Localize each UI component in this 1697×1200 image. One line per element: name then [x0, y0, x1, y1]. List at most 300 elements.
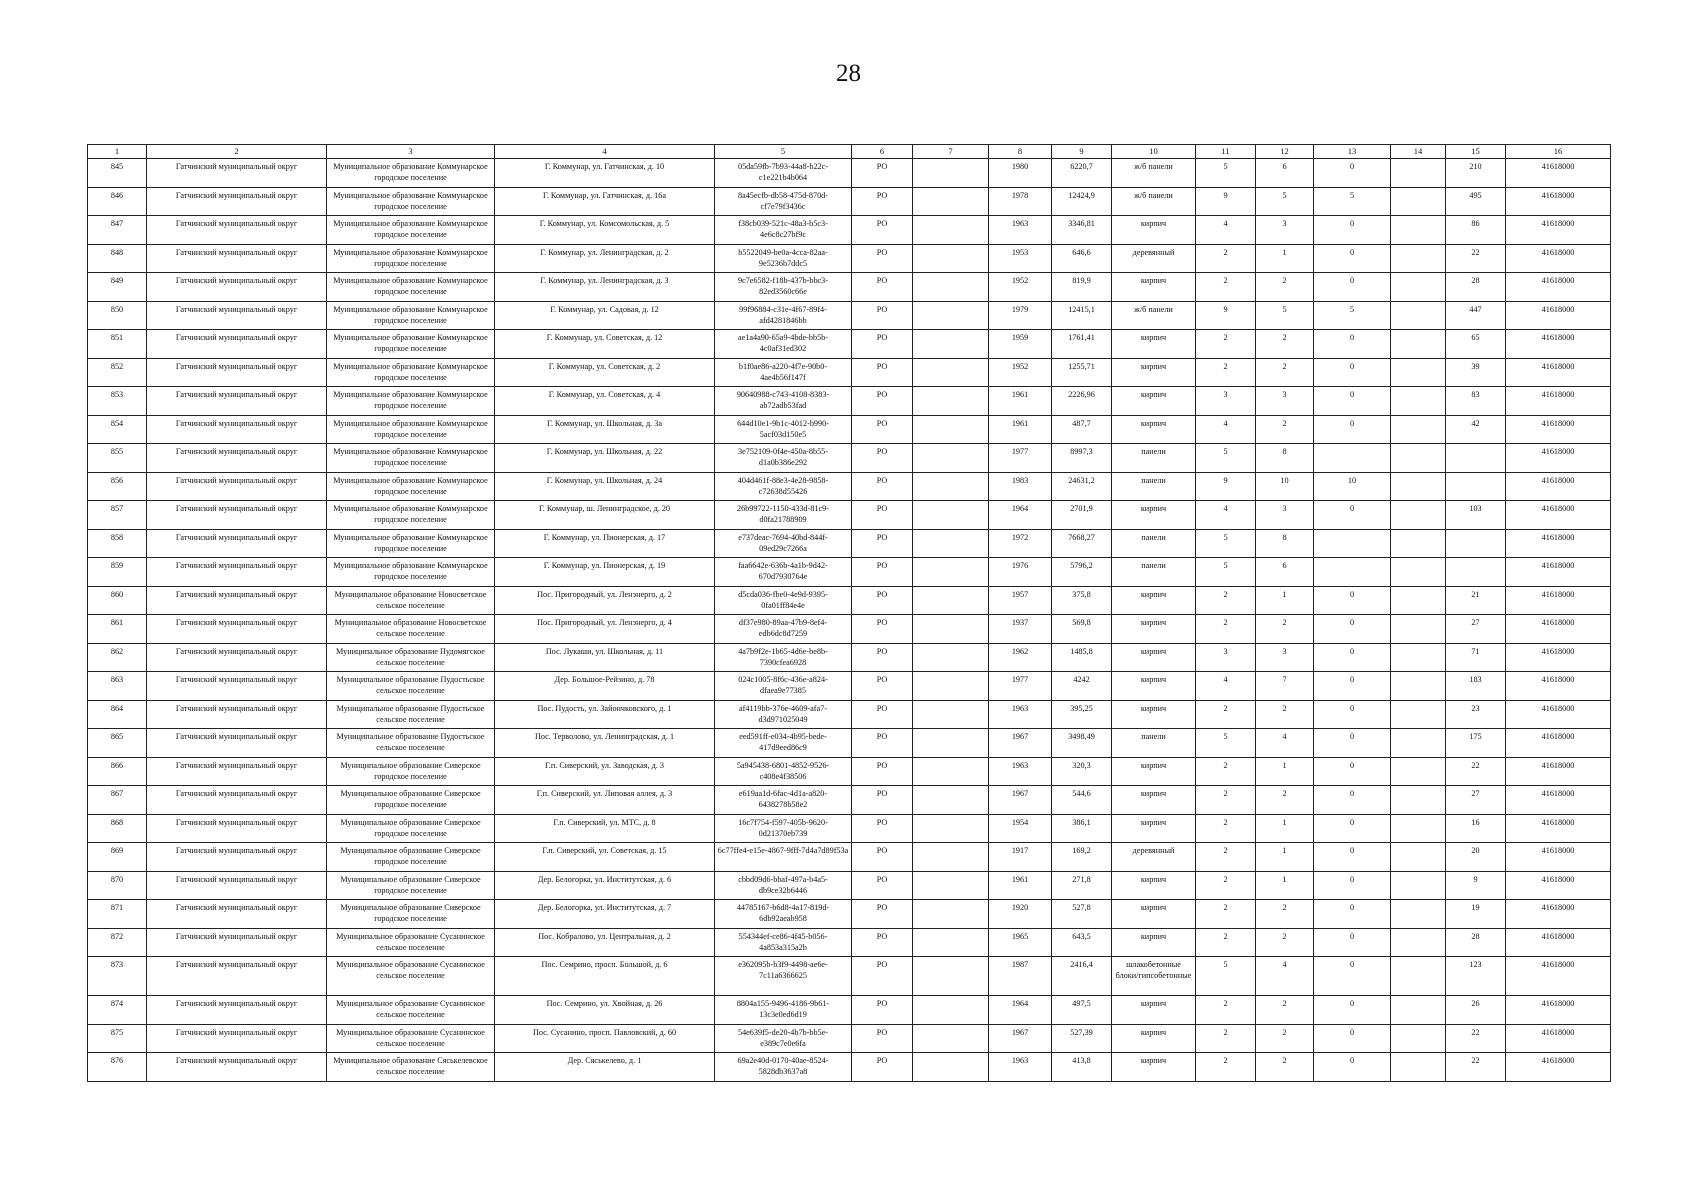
- table-cell: Муниципальное образование Коммунарское городское поселение: [327, 501, 495, 530]
- table-cell: 863: [88, 672, 147, 701]
- table-cell: Дер. Белогорка, ул. Институтская, д. 7: [495, 900, 715, 929]
- table-cell: 2: [1196, 814, 1256, 843]
- table-cell: кирпич: [1112, 814, 1196, 843]
- table-cell: Гатчинский муниципальный округ: [147, 871, 327, 900]
- table-cell: 0: [1314, 216, 1391, 245]
- table-row: [88, 159, 1611, 188]
- table-cell: [913, 814, 989, 843]
- table-cell: [913, 643, 989, 672]
- column-header: 12: [1256, 145, 1314, 159]
- table-cell: 1953: [989, 244, 1052, 273]
- table-cell: [1391, 996, 1446, 1025]
- table-cell: 41618000: [1506, 729, 1611, 758]
- header-row: [88, 145, 1611, 159]
- table-cell: РО: [852, 387, 913, 416]
- table-cell: Муниципальное образование Сусанинское сельское поселение: [327, 957, 495, 996]
- table-cell: 0: [1314, 996, 1391, 1025]
- table-cell: 2: [1196, 757, 1256, 786]
- table-cell: кирпич: [1112, 1024, 1196, 1053]
- table-cell: [913, 700, 989, 729]
- table-cell: 320,3: [1052, 757, 1112, 786]
- table-cell: 854: [88, 415, 147, 444]
- table-cell: 0: [1314, 900, 1391, 929]
- table-cell: 27: [1446, 615, 1506, 644]
- table-cell: Гатчинский муниципальный округ: [147, 615, 327, 644]
- table-cell: [1391, 444, 1446, 473]
- table-cell: Гатчинский муниципальный округ: [147, 1053, 327, 1082]
- table-cell: 90640988-c743-4108-8383-ab72adb53fad: [715, 387, 852, 416]
- table-cell: Муниципальное образование Новосветское сельское поселение: [327, 586, 495, 615]
- table-cell: 1963: [989, 700, 1052, 729]
- table-cell: [1391, 729, 1446, 758]
- table-cell: [1391, 814, 1446, 843]
- table-cell: 41618000: [1506, 273, 1611, 302]
- table-cell: 0: [1314, 672, 1391, 701]
- table-cell: 0: [1314, 358, 1391, 387]
- table-cell: [1391, 387, 1446, 416]
- table-cell: 8804a155-9496-4186-9b61-13c3e0ed6d19: [715, 996, 852, 1025]
- table-cell: 3498,49: [1052, 729, 1112, 758]
- column-header: 7: [913, 145, 989, 159]
- table-cell: 1959: [989, 330, 1052, 359]
- table-cell: 169,2: [1052, 843, 1112, 872]
- table-cell: 569,8: [1052, 615, 1112, 644]
- table-cell: кирпич: [1112, 358, 1196, 387]
- table-cell: [913, 843, 989, 872]
- table-cell: [1391, 330, 1446, 359]
- table-cell: [1391, 700, 1446, 729]
- table-cell: Г. Коммунар, ул. Советская, д. 2: [495, 358, 715, 387]
- table-cell: faa6642e-636b-4a1b-9d42-670d7930764e: [715, 558, 852, 587]
- table-cell: 5: [1196, 558, 1256, 587]
- table-cell: df37e980-89aa-47b9-8ef4-edb6dc8d7259: [715, 615, 852, 644]
- table-cell: 2701,9: [1052, 501, 1112, 530]
- table-cell: 2: [1196, 586, 1256, 615]
- table-cell: Гатчинский муниципальный округ: [147, 358, 327, 387]
- table-cell: РО: [852, 1053, 913, 1082]
- table-cell: [913, 387, 989, 416]
- table-cell: 1961: [989, 387, 1052, 416]
- table-cell: деревянный: [1112, 244, 1196, 273]
- table-cell: 28: [1446, 928, 1506, 957]
- table-cell: РО: [852, 957, 913, 996]
- table-cell: 1980: [989, 159, 1052, 188]
- table-cell: 2: [1196, 700, 1256, 729]
- table-cell: 1255,71: [1052, 358, 1112, 387]
- table-cell: 2: [1256, 996, 1314, 1025]
- table-cell: Гатчинский муниципальный округ: [147, 529, 327, 558]
- table-cell: [913, 501, 989, 530]
- table-cell: 0: [1314, 501, 1391, 530]
- column-header: 16: [1506, 145, 1611, 159]
- table-cell: 1: [1256, 843, 1314, 872]
- table-row: [88, 586, 1611, 615]
- table-cell: 41618000: [1506, 387, 1611, 416]
- table-cell: 0: [1314, 957, 1391, 996]
- table-cell: 1964: [989, 996, 1052, 1025]
- table-cell: 41618000: [1506, 928, 1611, 957]
- table-cell: Пос. Терволово, ул. Ленинградская, д. 1: [495, 729, 715, 758]
- table-cell: Гатчинский муниципальный округ: [147, 472, 327, 501]
- table-cell: 847: [88, 216, 147, 245]
- table-cell: [913, 273, 989, 302]
- table-cell: 9: [1196, 472, 1256, 501]
- table-cell: 1976: [989, 558, 1052, 587]
- table-cell: [1391, 301, 1446, 330]
- table-cell: [1391, 757, 1446, 786]
- table-cell: 2: [1256, 415, 1314, 444]
- table-cell: Муниципальное образование Коммунарское городское поселение: [327, 273, 495, 302]
- table-cell: кирпич: [1112, 928, 1196, 957]
- table-cell: Г. Коммунар, ул. Школьная, д. 22: [495, 444, 715, 473]
- table-cell: 859: [88, 558, 147, 587]
- table-cell: РО: [852, 757, 913, 786]
- table-cell: [913, 928, 989, 957]
- table-cell: 5: [1196, 729, 1256, 758]
- table-cell: 7: [1256, 672, 1314, 701]
- table-cell: 3346,81: [1052, 216, 1112, 245]
- table-cell: [1391, 643, 1446, 672]
- table-cell: 861: [88, 615, 147, 644]
- table-cell: 9: [1196, 301, 1256, 330]
- table-cell: 0: [1314, 757, 1391, 786]
- table-cell: Муниципальное образование Коммунарское городское поселение: [327, 216, 495, 245]
- table-cell: Пос. Семрино, ул. Хвойная, д. 26: [495, 996, 715, 1025]
- table-cell: 5: [1196, 159, 1256, 188]
- table-cell: Гатчинский муниципальный округ: [147, 159, 327, 188]
- table-cell: 0: [1314, 843, 1391, 872]
- table-cell: 875: [88, 1024, 147, 1053]
- table-cell: 4: [1256, 957, 1314, 996]
- table-cell: cbbd09d6-bbaf-497a-b4a5-db9ce32b6446: [715, 871, 852, 900]
- table-cell: 5: [1196, 444, 1256, 473]
- table-cell: Дер. Большое-Рейзино, д. 78: [495, 672, 715, 701]
- register-table-container: [87, 144, 1610, 1082]
- table-row: [88, 928, 1611, 957]
- table-cell: 865: [88, 729, 147, 758]
- table-cell: Гатчинский муниципальный округ: [147, 843, 327, 872]
- table-cell: 3: [1256, 216, 1314, 245]
- table-cell: Муниципальное образование Коммунарское городское поселение: [327, 358, 495, 387]
- column-header: 14: [1391, 145, 1446, 159]
- column-header: 3: [327, 145, 495, 159]
- table-cell: e619aa1d-6fac-4d1a-a820-6438278b58e2: [715, 786, 852, 815]
- table-cell: РО: [852, 415, 913, 444]
- table-cell: 848: [88, 244, 147, 273]
- table-cell: 16: [1446, 814, 1506, 843]
- table-cell: 1: [1256, 586, 1314, 615]
- table-cell: Гатчинский муниципальный округ: [147, 700, 327, 729]
- table-row: [88, 843, 1611, 872]
- table-cell: 123: [1446, 957, 1506, 996]
- table-cell: 1965: [989, 928, 1052, 957]
- table-row: [88, 814, 1611, 843]
- table-cell: 643,5: [1052, 928, 1112, 957]
- table-cell: 2: [1196, 900, 1256, 929]
- table-cell: Гатчинский муниципальный округ: [147, 558, 327, 587]
- table-cell: 6: [1256, 159, 1314, 188]
- table-cell: Дер. Белогорка, ул. Институтская, д. 6: [495, 871, 715, 900]
- table-cell: Муниципальное образование Коммунарское городское поселение: [327, 159, 495, 188]
- table-cell: 855: [88, 444, 147, 473]
- table-cell: [1391, 472, 1446, 501]
- table-cell: 3e752109-0f4e-450a-8b55-d1a0b386e292: [715, 444, 852, 473]
- table-cell: 41618000: [1506, 529, 1611, 558]
- table-cell: Гатчинский муниципальный округ: [147, 996, 327, 1025]
- table-cell: Гатчинский муниципальный округ: [147, 444, 327, 473]
- table-cell: af4119bb-376e-4609-afa7-d3d971025049: [715, 700, 852, 729]
- table-cell: 0: [1314, 387, 1391, 416]
- register-table: [87, 144, 1611, 1082]
- table-cell: 1987: [989, 957, 1052, 996]
- table-cell: панели: [1112, 529, 1196, 558]
- table-cell: шлакобетонные блоки/гипсобетонные: [1112, 957, 1196, 996]
- table-cell: кирпич: [1112, 1053, 1196, 1082]
- table-cell: 1957: [989, 586, 1052, 615]
- table-row: [88, 273, 1611, 302]
- table-cell: РО: [852, 529, 913, 558]
- table-cell: b5522049-be0a-4cca-82aa-9e5236b7ddc5: [715, 244, 852, 273]
- table-cell: Гатчинский муниципальный округ: [147, 330, 327, 359]
- table-cell: 554344ef-ce86-4f45-b056-4a853a315a2b: [715, 928, 852, 957]
- table-cell: 1962: [989, 643, 1052, 672]
- table-cell: 9c7e6582-f18b-437b-bbc3-82ed3560c66e: [715, 273, 852, 302]
- table-cell: [1391, 672, 1446, 701]
- table-cell: РО: [852, 700, 913, 729]
- table-cell: Гатчинский муниципальный округ: [147, 814, 327, 843]
- table-cell: Муниципальное образование Сяськелевское сельское поселение: [327, 1053, 495, 1082]
- table-cell: Муниципальное образование Коммунарское городское поселение: [327, 301, 495, 330]
- table-row: [88, 900, 1611, 929]
- table-cell: Г. Коммунар, ул. Советская, д. 12: [495, 330, 715, 359]
- table-cell: 646,6: [1052, 244, 1112, 273]
- table-cell: Г.п. Сиверский, ул. Заводская, д. 3: [495, 757, 715, 786]
- table-cell: [913, 957, 989, 996]
- table-cell: 41618000: [1506, 900, 1611, 929]
- table-cell: РО: [852, 871, 913, 900]
- table-cell: 868: [88, 814, 147, 843]
- table-cell: Гатчинский муниципальный округ: [147, 501, 327, 530]
- table-cell: 2: [1196, 244, 1256, 273]
- table-cell: Гатчинский муниципальный округ: [147, 643, 327, 672]
- table-cell: 819,9: [1052, 273, 1112, 302]
- table-cell: кирпич: [1112, 216, 1196, 245]
- table-cell: [913, 786, 989, 815]
- table-cell: 1954: [989, 814, 1052, 843]
- table-cell: 103: [1446, 501, 1506, 530]
- table-cell: Пос. Семрино, просп. Большой, д. 6: [495, 957, 715, 996]
- table-cell: 4: [1196, 672, 1256, 701]
- table-cell: ж/б панели: [1112, 301, 1196, 330]
- table-cell: 16c7f754-f597-405b-9620-0d21370eb739: [715, 814, 852, 843]
- table-cell: 5: [1314, 187, 1391, 216]
- table-cell: РО: [852, 159, 913, 188]
- table-cell: 2: [1196, 615, 1256, 644]
- column-header: 6: [852, 145, 913, 159]
- table-cell: Г. Коммунар, ул. Пионерская, д. 17: [495, 529, 715, 558]
- table-cell: 41618000: [1506, 843, 1611, 872]
- table-cell: 845: [88, 159, 147, 188]
- table-cell: РО: [852, 501, 913, 530]
- table-row: [88, 1053, 1611, 1082]
- table-cell: 271,8: [1052, 871, 1112, 900]
- table-cell: 1967: [989, 1024, 1052, 1053]
- table-cell: [913, 216, 989, 245]
- table-cell: Муниципальное образование Сиверское городское поселение: [327, 786, 495, 815]
- table-cell: Гатчинский муниципальный округ: [147, 729, 327, 758]
- table-cell: Муниципальное образование Пудостьское сельское поселение: [327, 700, 495, 729]
- table-cell: e362095b-b3f9-4498-ae6e-7c11a6366625: [715, 957, 852, 996]
- table-cell: [1391, 871, 1446, 900]
- table-cell: 5: [1196, 529, 1256, 558]
- table-cell: 10: [1256, 472, 1314, 501]
- table-cell: 69a2e40d-0170-40ae-8524-5828db3637a8: [715, 1053, 852, 1082]
- table-cell: Пос. Сусанино, просп. Павловский, д. 60: [495, 1024, 715, 1053]
- table-cell: 0: [1314, 586, 1391, 615]
- table-row: [88, 1024, 1611, 1053]
- table-cell: 2: [1256, 358, 1314, 387]
- table-cell: 41618000: [1506, 757, 1611, 786]
- table-cell: 1485,8: [1052, 643, 1112, 672]
- table-cell: [1391, 957, 1446, 996]
- table-cell: 864: [88, 700, 147, 729]
- table-cell: Муниципальное образование Сиверское городское поселение: [327, 871, 495, 900]
- table-cell: 857: [88, 501, 147, 530]
- table-cell: Гатчинский муниципальный округ: [147, 244, 327, 273]
- table-cell: РО: [852, 814, 913, 843]
- table-cell: 2: [1256, 700, 1314, 729]
- table-cell: 0: [1314, 1053, 1391, 1082]
- table-cell: Г. Коммунар, ул. Гатчинская, д. 10: [495, 159, 715, 188]
- table-cell: РО: [852, 1024, 913, 1053]
- table-cell: 1920: [989, 900, 1052, 929]
- table-cell: РО: [852, 301, 913, 330]
- table-cell: 0: [1314, 1024, 1391, 1053]
- table-cell: 41618000: [1506, 472, 1611, 501]
- table-cell: 0: [1314, 273, 1391, 302]
- table-cell: РО: [852, 786, 913, 815]
- table-cell: [913, 159, 989, 188]
- table-cell: [1391, 786, 1446, 815]
- table-cell: 2: [1256, 273, 1314, 302]
- table-cell: кирпич: [1112, 387, 1196, 416]
- table-cell: 2: [1196, 928, 1256, 957]
- table-cell: кирпич: [1112, 330, 1196, 359]
- table-cell: Г. Коммунар, ул. Комсомольская, д. 5: [495, 216, 715, 245]
- table-cell: 873: [88, 957, 147, 996]
- table-cell: кирпич: [1112, 871, 1196, 900]
- table-cell: 6220,7: [1052, 159, 1112, 188]
- table-cell: Г. Коммунар, ш. Ленинградское, д. 20: [495, 501, 715, 530]
- table-cell: 44785167-b6d8-4a17-819d-6db92aeab958: [715, 900, 852, 929]
- table-cell: 846: [88, 187, 147, 216]
- table-cell: 41618000: [1506, 586, 1611, 615]
- table-cell: 386,1: [1052, 814, 1112, 843]
- table-cell: [913, 1024, 989, 1053]
- table-cell: 41618000: [1506, 1024, 1611, 1053]
- table-cell: 41618000: [1506, 159, 1611, 188]
- table-cell: [913, 472, 989, 501]
- table-cell: [1391, 415, 1446, 444]
- table-cell: 0: [1314, 700, 1391, 729]
- table-row: [88, 529, 1611, 558]
- table-cell: 866: [88, 757, 147, 786]
- table-cell: панели: [1112, 472, 1196, 501]
- table-cell: 41618000: [1506, 330, 1611, 359]
- table-cell: кирпич: [1112, 996, 1196, 1025]
- table-cell: 39: [1446, 358, 1506, 387]
- table-cell: 5a945438-6801-4852-9526-c408e4f38506: [715, 757, 852, 786]
- table-cell: 1952: [989, 358, 1052, 387]
- table-cell: 869: [88, 843, 147, 872]
- table-cell: [1446, 472, 1506, 501]
- table-cell: 1977: [989, 444, 1052, 473]
- table-row: [88, 672, 1611, 701]
- table-row: [88, 700, 1611, 729]
- table-cell: 26b99722-1150-433d-81c9-d0fa21788909: [715, 501, 852, 530]
- table-cell: панели: [1112, 729, 1196, 758]
- table-row: [88, 330, 1611, 359]
- table-cell: 0: [1314, 643, 1391, 672]
- table-cell: [913, 615, 989, 644]
- table-cell: 3: [1256, 387, 1314, 416]
- table-cell: Г.п. Сиверский, ул. МТС, д. 8: [495, 814, 715, 843]
- table-cell: [913, 358, 989, 387]
- table-cell: [1446, 529, 1506, 558]
- table-cell: 41618000: [1506, 415, 1611, 444]
- table-cell: 12424,9: [1052, 187, 1112, 216]
- table-cell: Муниципальное образование Сиверское городское поселение: [327, 843, 495, 872]
- table-cell: ж/б панели: [1112, 159, 1196, 188]
- table-cell: 41618000: [1506, 786, 1611, 815]
- table-row: [88, 387, 1611, 416]
- table-cell: 05da59fb-7b93-44a8-b22c-c1e221b4b064: [715, 159, 852, 188]
- table-cell: Муниципальное образование Коммунарское городское поселение: [327, 244, 495, 273]
- table-cell: [1391, 558, 1446, 587]
- table-cell: РО: [852, 586, 913, 615]
- table-cell: Муниципальное образование Сусанинское сельское поселение: [327, 928, 495, 957]
- table-cell: Г. Коммунар, ул. Школьная, д. 24: [495, 472, 715, 501]
- table-cell: [913, 330, 989, 359]
- table-row: [88, 472, 1611, 501]
- table-cell: 0: [1314, 159, 1391, 188]
- table-cell: [1314, 529, 1391, 558]
- table-row: [88, 757, 1611, 786]
- table-cell: 1967: [989, 729, 1052, 758]
- table-cell: кирпич: [1112, 501, 1196, 530]
- table-cell: 1: [1256, 757, 1314, 786]
- table-row: [88, 244, 1611, 273]
- table-cell: 5: [1256, 187, 1314, 216]
- table-cell: 2: [1196, 996, 1256, 1025]
- table-cell: 41618000: [1506, 957, 1611, 996]
- table-cell: 1961: [989, 415, 1052, 444]
- table-cell: РО: [852, 558, 913, 587]
- table-cell: Муниципальное образование Новосветское сельское поселение: [327, 615, 495, 644]
- table-cell: Г. Коммунар, ул. Ленинградская, д. 3: [495, 273, 715, 302]
- table-cell: 41618000: [1506, 1053, 1611, 1082]
- column-header: 8: [989, 145, 1052, 159]
- table-cell: 86: [1446, 216, 1506, 245]
- table-cell: Муниципальное образование Коммунарское городское поселение: [327, 415, 495, 444]
- table-cell: Г. Коммунар, ул. Школьная, д. 3а: [495, 415, 715, 444]
- table-cell: Г.п. Сиверский, ул. Липовая аллея, д. 3: [495, 786, 715, 815]
- table-cell: 1963: [989, 1053, 1052, 1082]
- table-cell: Гатчинский муниципальный округ: [147, 672, 327, 701]
- table-cell: eed591ff-e034-4b95-bede-417d9eed86c9: [715, 729, 852, 758]
- table-cell: 41618000: [1506, 871, 1611, 900]
- table-cell: 395,25: [1052, 700, 1112, 729]
